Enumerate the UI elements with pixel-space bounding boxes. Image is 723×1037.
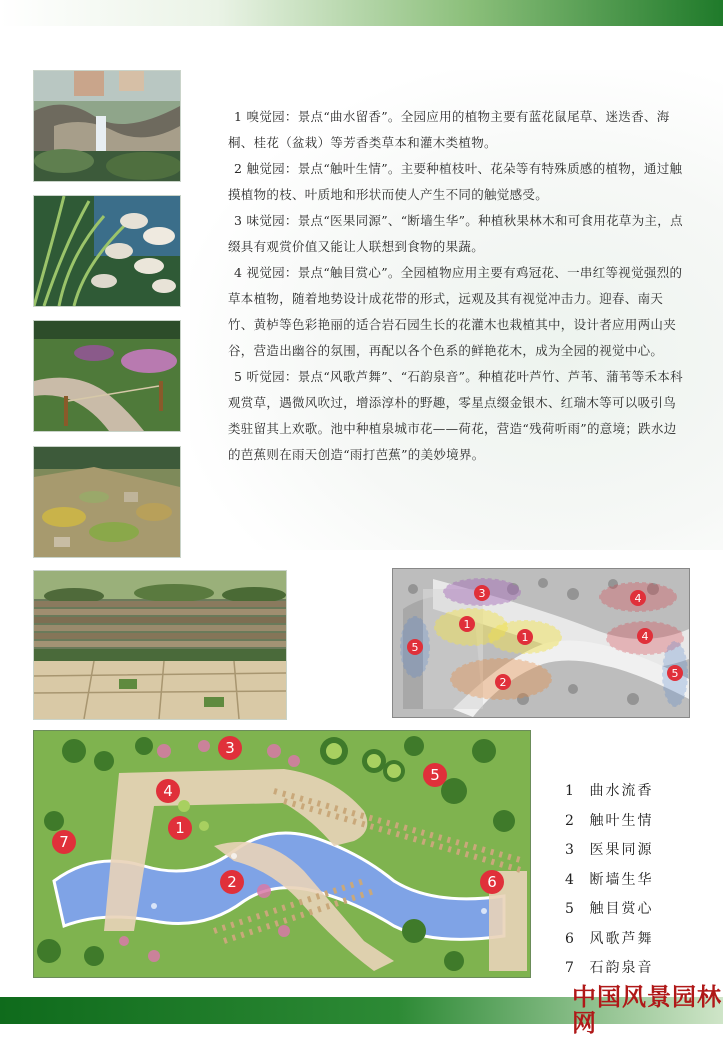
logo-text: 中国风景园林网 [572, 982, 722, 1037]
legend-item: 4 断墙生华 [565, 871, 654, 888]
photo-garden-path [33, 320, 181, 432]
zoning-map-marker: 1 [521, 631, 529, 644]
zoning-map-marker: 4 [641, 630, 649, 643]
site-logo [572, 982, 722, 1037]
photo-ornamental-grass [33, 195, 181, 307]
photo-stone-wall [33, 570, 287, 720]
zoning-map-marker: 5 [411, 641, 419, 654]
paragraph-auditory-garden: 5 听觉园：景点“风歌芦舞”、“石韵泉音”。种植花叶芦竹、芦苇、蒲苇等禾本科观赏草，遇微风吹过，增添淳朴的野趣，零星点缀金银木、红瑞木等可以吸引鸟类驻留其上欢歌。池中种植泉城市花——荷花，营造“残荷听雨”的意境；跌水边的芭蕉则在雨天创造“雨打芭蕉”的美妙境界。 [228, 369, 683, 462]
plan-marker: 5 [430, 766, 440, 784]
legend-item: 7 石韵泉音 [565, 960, 654, 976]
zoning-map [392, 568, 690, 718]
legend-item: 6 风歌芦舞 [565, 930, 654, 947]
plan-marker: 2 [227, 873, 237, 891]
photo-rock-garden [33, 446, 181, 558]
plan-marker: 1 [175, 819, 185, 837]
paragraph-tactile-garden: 2 触觉园：景点“触叶生情”。主要种植枝叶、花朵等有特殊质感的植物，通过触摸植物的枝、叶质地和形状而使人产生不同的触觉感受。 [228, 161, 683, 202]
plan-marker: 3 [225, 739, 235, 757]
zoning-map-marker: 4 [634, 592, 642, 605]
paragraph-olfactory-garden: 1 嗅觉园：景点“曲水留香”。全园应用的植物主要有蓝花鼠尾草、迷迭香、海桐、桂花（盆栽）等芳香类草本和灌木类植物。 [228, 109, 670, 150]
zoning-map-marker: 5 [671, 667, 679, 680]
legend-item: 1 曲水流香 [565, 783, 654, 799]
zoning-map-marker: 1 [463, 618, 471, 631]
zoning-map-marker: 3 [478, 587, 486, 600]
legend-item: 2 触叶生情 [565, 812, 654, 829]
master-plan [33, 730, 531, 978]
paragraph-visual-garden: 4 视觉园：景点“触目赏心”。全园植物应用主要有鸡冠花、一串红等视觉强烈的草本植物，随着地势设计成花带的形式，远观及其有视觉冲击力。迎春、南天竹、黄栌等色彩艳丽的适合岩石园生长的花灌木也栽植其中，设计者应用两山夹谷，营造出幽谷的氛围，再配以各个色系的鲜艳花木，成为全园的视觉中心。 [228, 265, 683, 358]
plan-legend [565, 777, 715, 984]
legend-item: 3 医果同源 [565, 842, 654, 858]
legend-item: 5 触目赏心 [565, 901, 654, 917]
photo-rock-waterfall [33, 70, 181, 182]
plan-marker: 7 [59, 833, 69, 851]
zoning-map-marker: 2 [499, 676, 507, 689]
plan-marker: 6 [487, 873, 497, 891]
paragraph-taste-garden: 3 味觉园：景点“医果同源”、“断墙生华”。种植秋果林木和可食用花草为主，点缀具有观赏价值又能让人联想到食物的果蔬。 [228, 213, 683, 254]
plan-marker: 4 [163, 782, 173, 800]
zone-description-text [228, 104, 683, 468]
top-banner [0, 0, 723, 26]
